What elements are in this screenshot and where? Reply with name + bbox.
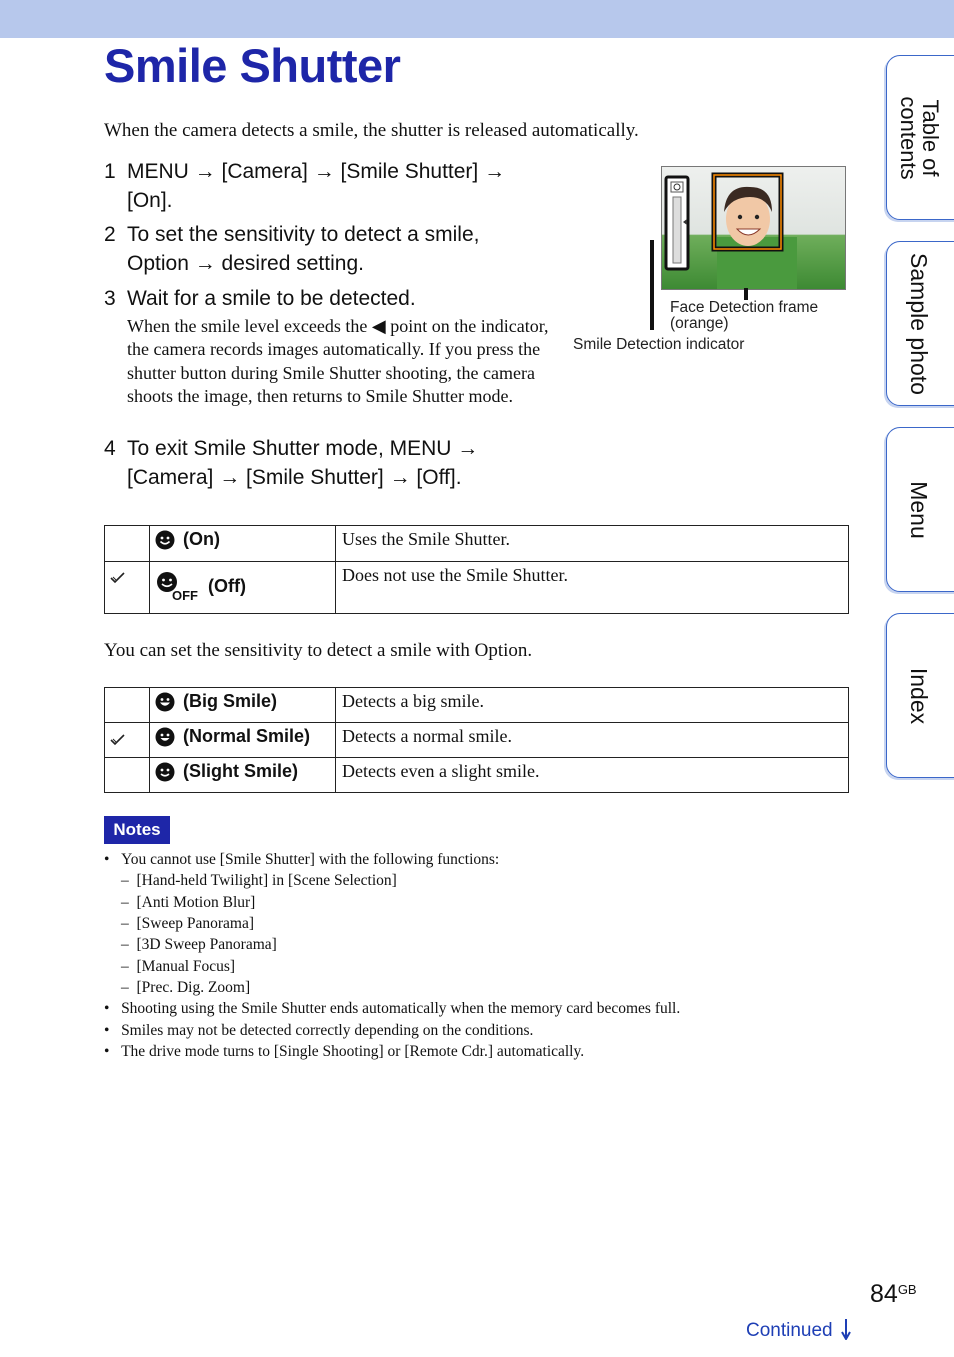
off-badge-text: OFF	[172, 588, 198, 601]
option-description: Detects even a slight smile.	[336, 758, 849, 793]
default-checkmark-icon	[110, 571, 126, 585]
slight-smile-icon	[155, 762, 175, 782]
tab-label: Index	[906, 667, 932, 724]
option-description: Does not use the Smile Shutter.	[336, 562, 849, 614]
default-cell	[105, 723, 150, 758]
tab-label: Menu	[906, 480, 932, 539]
step-text: To set the sensitivity to detect a smile, Option → desired setting.	[127, 223, 480, 275]
option-label: (Normal Smile)	[183, 726, 311, 746]
tab-label: Table of contents	[896, 95, 943, 180]
step-number: 2	[104, 223, 116, 246]
default-checkmark-icon	[110, 733, 126, 747]
note-subitem: – [Manual Focus]	[121, 958, 236, 975]
step-number: 1	[104, 160, 116, 183]
tab-menu[interactable]	[886, 427, 954, 592]
step-2	[104, 220, 524, 278]
arrow-down-icon	[840, 1318, 852, 1340]
note-subitem: – [3D Sweep Panorama]	[121, 936, 277, 953]
step-text: To exit Smile Shutter mode, MENU → [Camera] → [Smile Shutter] → [Off].	[127, 437, 479, 489]
option-description: Detects a big smile.	[336, 688, 849, 723]
page-suffix: GB	[897, 1282, 917, 1297]
step-1	[104, 157, 554, 215]
tab-table-of-contents[interactable]	[886, 55, 954, 220]
tab-label: Sample photo	[906, 252, 932, 395]
face-detection-frame-label: Face Detection frame (orange)	[670, 299, 819, 332]
note-subitem: – [Sweep Panorama]	[121, 915, 254, 932]
default-cell	[105, 526, 150, 562]
note-item: • The drive mode turns to [Single Shooting] or [Remote Cdr.] automatically.	[104, 1043, 585, 1060]
default-cell	[105, 688, 150, 723]
sensitivity-options-table	[104, 687, 849, 793]
option-label: (On)	[183, 529, 220, 549]
big-smile-icon	[155, 692, 175, 712]
tab-sample-photo[interactable]	[886, 241, 954, 406]
smile-shutter-options-table	[104, 525, 849, 614]
default-cell	[105, 562, 150, 614]
step-text: Wait for a smile to be detected.	[127, 287, 416, 310]
smile-on-icon	[155, 530, 175, 550]
default-cell	[105, 758, 150, 793]
table-row	[105, 562, 849, 614]
option-paragraph: You can set the sensitivity to detect a smile with Option.	[104, 640, 533, 661]
page-number: $84^{GB}$	[870, 1280, 917, 1308]
option-label: (Off)	[208, 575, 246, 596]
table-row	[105, 526, 849, 562]
top-color-bar	[0, 0, 954, 38]
continued-link[interactable]: Continued	[746, 1318, 852, 1342]
table-row	[105, 723, 849, 758]
step-3	[104, 284, 564, 313]
option-description: Detects a normal smile.	[336, 723, 849, 758]
note-subitem: – [Prec. Dig. Zoom]	[121, 979, 251, 996]
smile-off-icon	[155, 571, 201, 601]
smile-detection-indicator-label: Smile Detection indicator	[573, 336, 745, 353]
note-item: • Smiles may not be detected correctly depending on the conditions.	[104, 1022, 534, 1039]
notes-heading: Notes	[104, 816, 170, 844]
step-number: 4	[104, 437, 116, 460]
note-item: • You cannot use [Smile Shutter] with the following functions:	[104, 851, 500, 868]
step-number: 3	[104, 287, 116, 310]
table-row	[105, 688, 849, 723]
note-subitem: – [Anti Motion Blur]	[121, 894, 256, 911]
option-label: (Big Smile)	[183, 691, 278, 711]
normal-smile-icon	[155, 727, 175, 747]
page-title: Smile Shutter	[104, 39, 401, 92]
option-description: Uses the Smile Shutter.	[336, 526, 849, 562]
intro-text: When the camera detects a smile, the shutter is released automatically.	[104, 120, 639, 141]
tab-index[interactable]	[886, 613, 954, 778]
step-4	[104, 434, 534, 492]
note-item: • Shooting using the Smile Shutter ends automatically when the memory card becomes full.	[104, 1000, 681, 1017]
note-subitem: – [Hand-held Twilight] in [Scene Selection]	[121, 872, 397, 889]
step-text: MENU → [Camera] → [Smile Shutter] → [On].	[127, 160, 506, 212]
table-row	[105, 758, 849, 793]
option-label: (Slight Smile)	[183, 761, 299, 781]
step-3-note: When the smile level exceeds the ◀ point on the indicator, the camera records images automatically. If you press the shutter button during Smile Shutter shooting, the camera shoots the image, then returns to Smile Shutter mode.	[127, 316, 549, 406]
